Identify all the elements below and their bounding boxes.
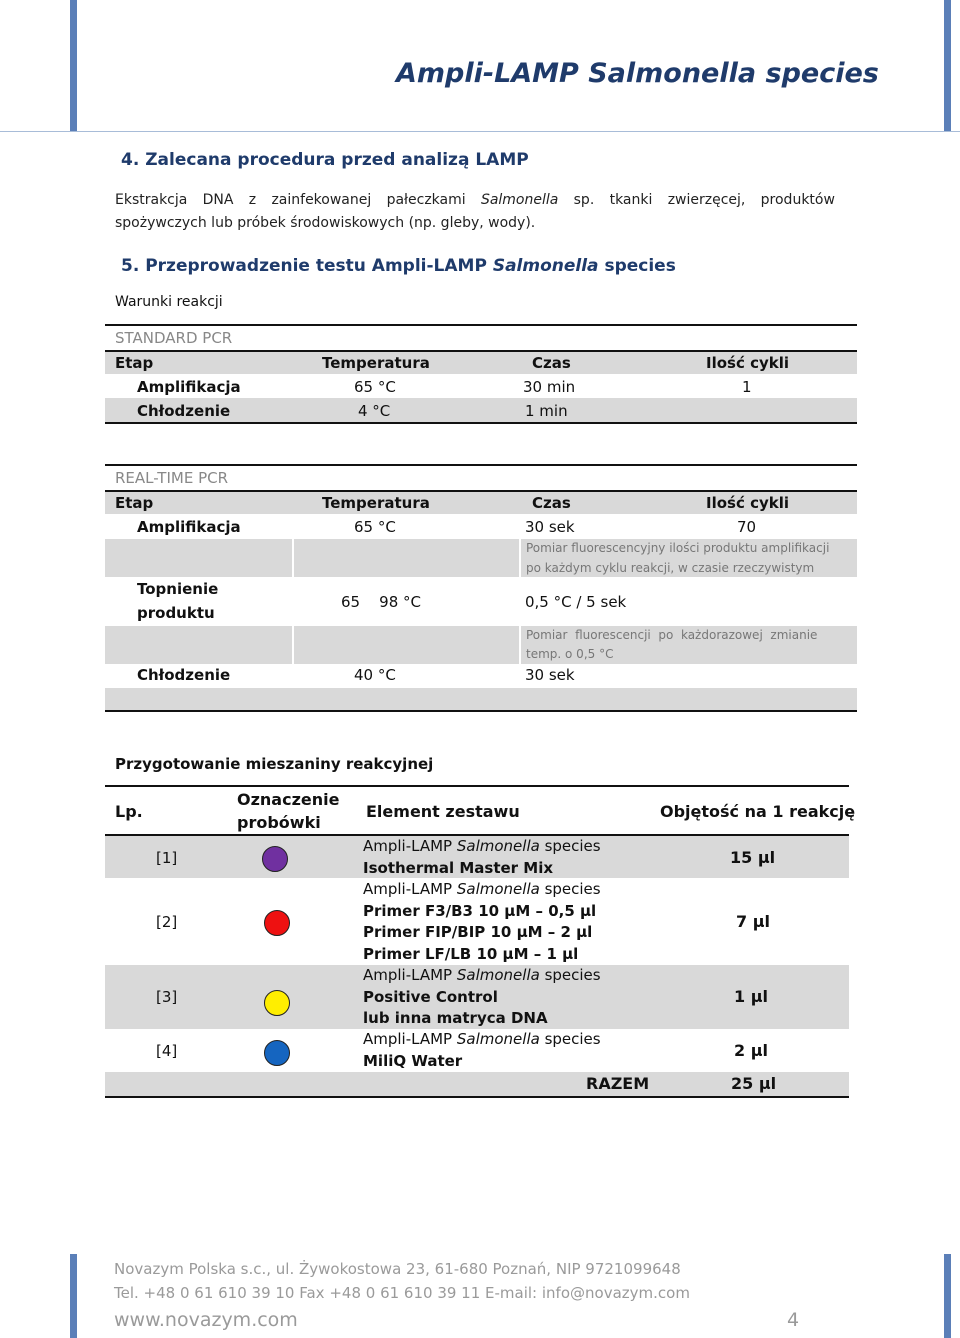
section-4-heading: 4. Zalecana procedura przed analizą LAMP	[121, 150, 529, 170]
header-rule	[0, 131, 960, 132]
mix-title: Przygotowanie mieszaniny reakcyjnej	[115, 755, 434, 773]
paragraph-line-1: Ekstrakcja DNA z zainfekowanej pałeczkami Salmonella sp. tkanki zwierzęcej, produktów	[115, 192, 835, 208]
mix-row1-volume: 15 µl	[730, 848, 776, 867]
page-title: Ampli-LAMP Salmonella species	[396, 58, 879, 89]
mix-total-value: 25 µl	[731, 1074, 777, 1093]
mix-row1-line-2: Isothermal Master Mix	[363, 859, 554, 877]
mix-row4-name: Ampli-LAMP Salmonella species	[363, 1030, 601, 1048]
realtime-amp-temp: 65 °C	[354, 518, 396, 536]
paragraph-line-2: spożywczych lub próbek środowiskowych (np. gleby, wody).	[115, 215, 536, 231]
realtime-top-rule	[105, 464, 857, 466]
page-number: 4	[787, 1309, 800, 1331]
mix-header-oznaczenie-line-2: probówki	[237, 813, 321, 832]
realtime-amp-note-divider-1	[292, 539, 294, 577]
mix-row3-name: Ampli-LAMP Salmonella species	[363, 966, 601, 984]
realtime-amp-note-divider-2	[519, 539, 521, 577]
realtime-melt-note-line-2: temp. o 0,5 °C	[526, 647, 614, 661]
realtime-cool-etap: Chłodzenie	[137, 666, 231, 684]
mix-row2-lp: [2]	[156, 913, 178, 931]
left-accent-bar	[70, 0, 77, 132]
mix-total-label: RAZEM	[586, 1074, 650, 1093]
mix-row3-volume: 1 µl	[734, 987, 768, 1006]
mix-row3-line-3: lub inna matryca DNA	[363, 1009, 548, 1027]
standard-bottom-rule	[105, 422, 857, 424]
standard-row1-cykle: 1	[742, 378, 752, 396]
realtime-header-czas: Czas	[532, 494, 571, 512]
mix-row2-line-2: Primer F3/B3 10 µM – 0,5 µl	[363, 902, 597, 920]
mix-row2-line-4: Primer LF/LB 10 µM – 1 µl	[363, 945, 579, 963]
standard-pcr-title: STANDARD PCR	[115, 329, 233, 347]
mix-row3-lp: [3]	[156, 988, 178, 1006]
realtime-cool-shade	[105, 688, 857, 710]
tube-yellow-icon	[264, 990, 290, 1016]
standard-top-rule	[105, 324, 857, 326]
realtime-amp-note-line-1: Pomiar fluorescencyjny ilości produktu amplifikacji	[526, 541, 830, 555]
footer-contact: Tel. +48 0 61 610 39 10 Fax +48 0 61 610 39 11 E-mail: info@novazym.com	[114, 1284, 690, 1302]
footer-website-link[interactable]: www.novazym.com	[114, 1309, 298, 1331]
mix-header-oznaczenie-line-1: Oznaczenie	[237, 790, 340, 809]
realtime-amp-cykle: 70	[737, 518, 757, 536]
mix-row1-lp: [1]	[156, 849, 178, 867]
realtime-amp-etap: Amplifikacja	[137, 518, 241, 536]
realtime-cool-temp: 40 °C	[354, 666, 396, 684]
tube-purple-icon	[262, 846, 288, 872]
realtime-pcr-title: REAL-TIME PCR	[115, 469, 229, 487]
tube-blue-icon	[264, 1040, 290, 1066]
standard-row2-etap: Chłodzenie	[137, 402, 231, 420]
mix-row2-line-3: Primer FIP/BIP 10 µM – 2 µl	[363, 923, 593, 941]
realtime-header-temperatura: Temperatura	[322, 494, 430, 512]
footer-address: Novazym Polska s.c., ul. Żywokostowa 23, 61-680 Poznań, NIP 9721099648	[114, 1260, 681, 1278]
standard-header-czas: Czas	[532, 354, 571, 372]
mix-header-volume: Objętość na 1 reakcję	[660, 802, 856, 821]
mix-header-element: Element zestawu	[366, 802, 520, 821]
realtime-cool-czas: 30 sek	[525, 666, 575, 684]
realtime-bottom-rule	[105, 710, 857, 712]
mix-row2-volume: 7 µl	[736, 912, 770, 931]
standard-header-etap: Etap	[115, 354, 154, 372]
section-4-paragraph	[115, 189, 835, 235]
standard-row2-czas: 1 min	[525, 402, 568, 420]
mix-header-lp: Lp.	[115, 802, 143, 821]
footer-right-accent-bar	[944, 1254, 951, 1338]
standard-row1-czas: 30 min	[523, 378, 576, 396]
reaction-conditions-label: Warunki reakcji	[115, 294, 223, 310]
mix-row4-lp: [4]	[156, 1042, 178, 1060]
realtime-amp-note-line-2: po każdym cyklu reakcji, w czasie rzeczywistym	[526, 561, 815, 575]
footer-accent-bar	[70, 1254, 77, 1338]
realtime-amp-czas: 30 sek	[525, 518, 575, 536]
right-accent-bar	[944, 0, 951, 132]
realtime-melt-etap-line-2: produktu	[137, 604, 215, 622]
section-5-heading: 5. Przeprowadzenie testu Ampli-LAMP Salmonella species	[121, 256, 676, 276]
realtime-melt-etap-line-1: Topnienie	[137, 580, 219, 598]
mix-bottom-rule	[105, 1096, 849, 1098]
mix-row2-name: Ampli-LAMP Salmonella species	[363, 880, 601, 898]
mix-row4-line-2: MiliQ Water	[363, 1052, 463, 1070]
standard-row1-etap: Amplifikacja	[137, 378, 241, 396]
standard-header-cykle: Ilość cykli	[706, 354, 789, 372]
mix-row3-line-2: Positive Control	[363, 988, 498, 1006]
realtime-melt-temp: 65 98 °C	[341, 593, 421, 611]
mix-row4-volume: 2 µl	[734, 1041, 768, 1060]
realtime-melt-note-divider-1	[292, 626, 294, 664]
mix-top-rule	[105, 785, 849, 787]
tube-red-icon	[264, 910, 290, 936]
standard-row2-temp: 4 °C	[358, 402, 391, 420]
standard-row1-temp: 65 °C	[354, 378, 396, 396]
realtime-melt-czas: 0,5 °C / 5 sek	[525, 593, 627, 611]
realtime-header-cykle: Ilość cykli	[706, 494, 789, 512]
realtime-melt-note-line-1: Pomiar fluorescencji po każdorazowej zmianie	[526, 628, 818, 642]
mix-row1-name: Ampli-LAMP Salmonella species	[363, 837, 601, 855]
realtime-header-etap: Etap	[115, 494, 154, 512]
realtime-melt-note-divider-2	[519, 626, 521, 664]
standard-header-temperatura: Temperatura	[322, 354, 430, 372]
